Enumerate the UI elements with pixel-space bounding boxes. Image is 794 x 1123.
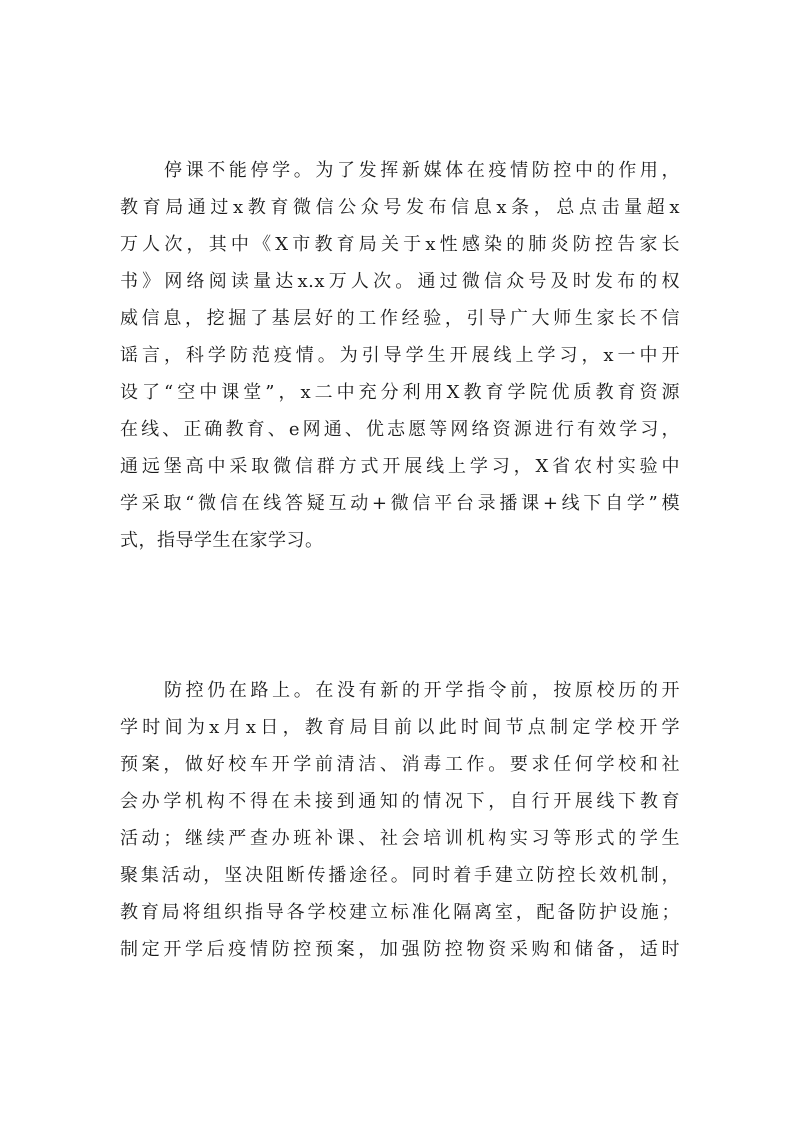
text-line: 教育局将组织指导各学校建立标准化隔离室，配备防护设施；: [120, 902, 680, 923]
text-line: 威信息，挖掘了基层好的工作经验，引导广大师生家长不信: [120, 308, 680, 329]
paragraph-epidemic-control: [120, 672, 680, 968]
paragraph-online-learning: [120, 152, 680, 559]
text-line: 会办学机构不得在未接到通知的情况下，自行开展线下教育: [120, 791, 680, 812]
text-line: 学时间为x月x日，教育局目前以此时间节点制定学校开学: [120, 717, 680, 738]
text-line: 式，指导学生在家学习。: [120, 530, 324, 551]
text-line: 聚集活动，坚决阻断传播途径。同时着手建立防控长效机制，: [120, 865, 680, 886]
text-line: 防控仍在路上。在没有新的开学指令前，按原校历的开: [164, 680, 680, 701]
text-line: 停课不能停学。为了发挥新媒体在疫情防控中的作用，: [164, 160, 680, 181]
text-line: 万人次，其中《X市教育局关于x性感染的肺炎防控告家长: [120, 234, 680, 255]
text-line: 设了“空中课堂”，x二中充分利用X教育学院优质教育资源: [120, 382, 680, 403]
text-line: 在线、正确教育、e网通、优志愿等网络资源进行有效学习，: [120, 419, 680, 440]
text-line: 学采取“微信在线答疑互动+微信平台录播课+线下自学”模: [120, 493, 680, 514]
text-line: 预案，做好校车开学前清洁、消毒工作。要求任何学校和社: [120, 754, 680, 775]
text-line: 活动；继续严查办班补课、社会培训机构实习等形式的学生: [120, 828, 680, 849]
text-line: 书》网络阅读量达x.x万人次。通过微信众号及时发布的权: [120, 271, 680, 292]
text-line: 谣言，科学防范疫情。为引导学生开展线上学习，x一中开: [120, 345, 680, 366]
text-line: 教育局通过x教育微信公众号发布信息x条，总点击量超x: [120, 197, 680, 218]
text-line: 通远堡高中采取微信群方式开展线上学习，X省农村实验中: [120, 456, 680, 477]
text-line: 制定开学后疫情防控预案，加强防控物资采购和储备，适时: [120, 939, 680, 960]
